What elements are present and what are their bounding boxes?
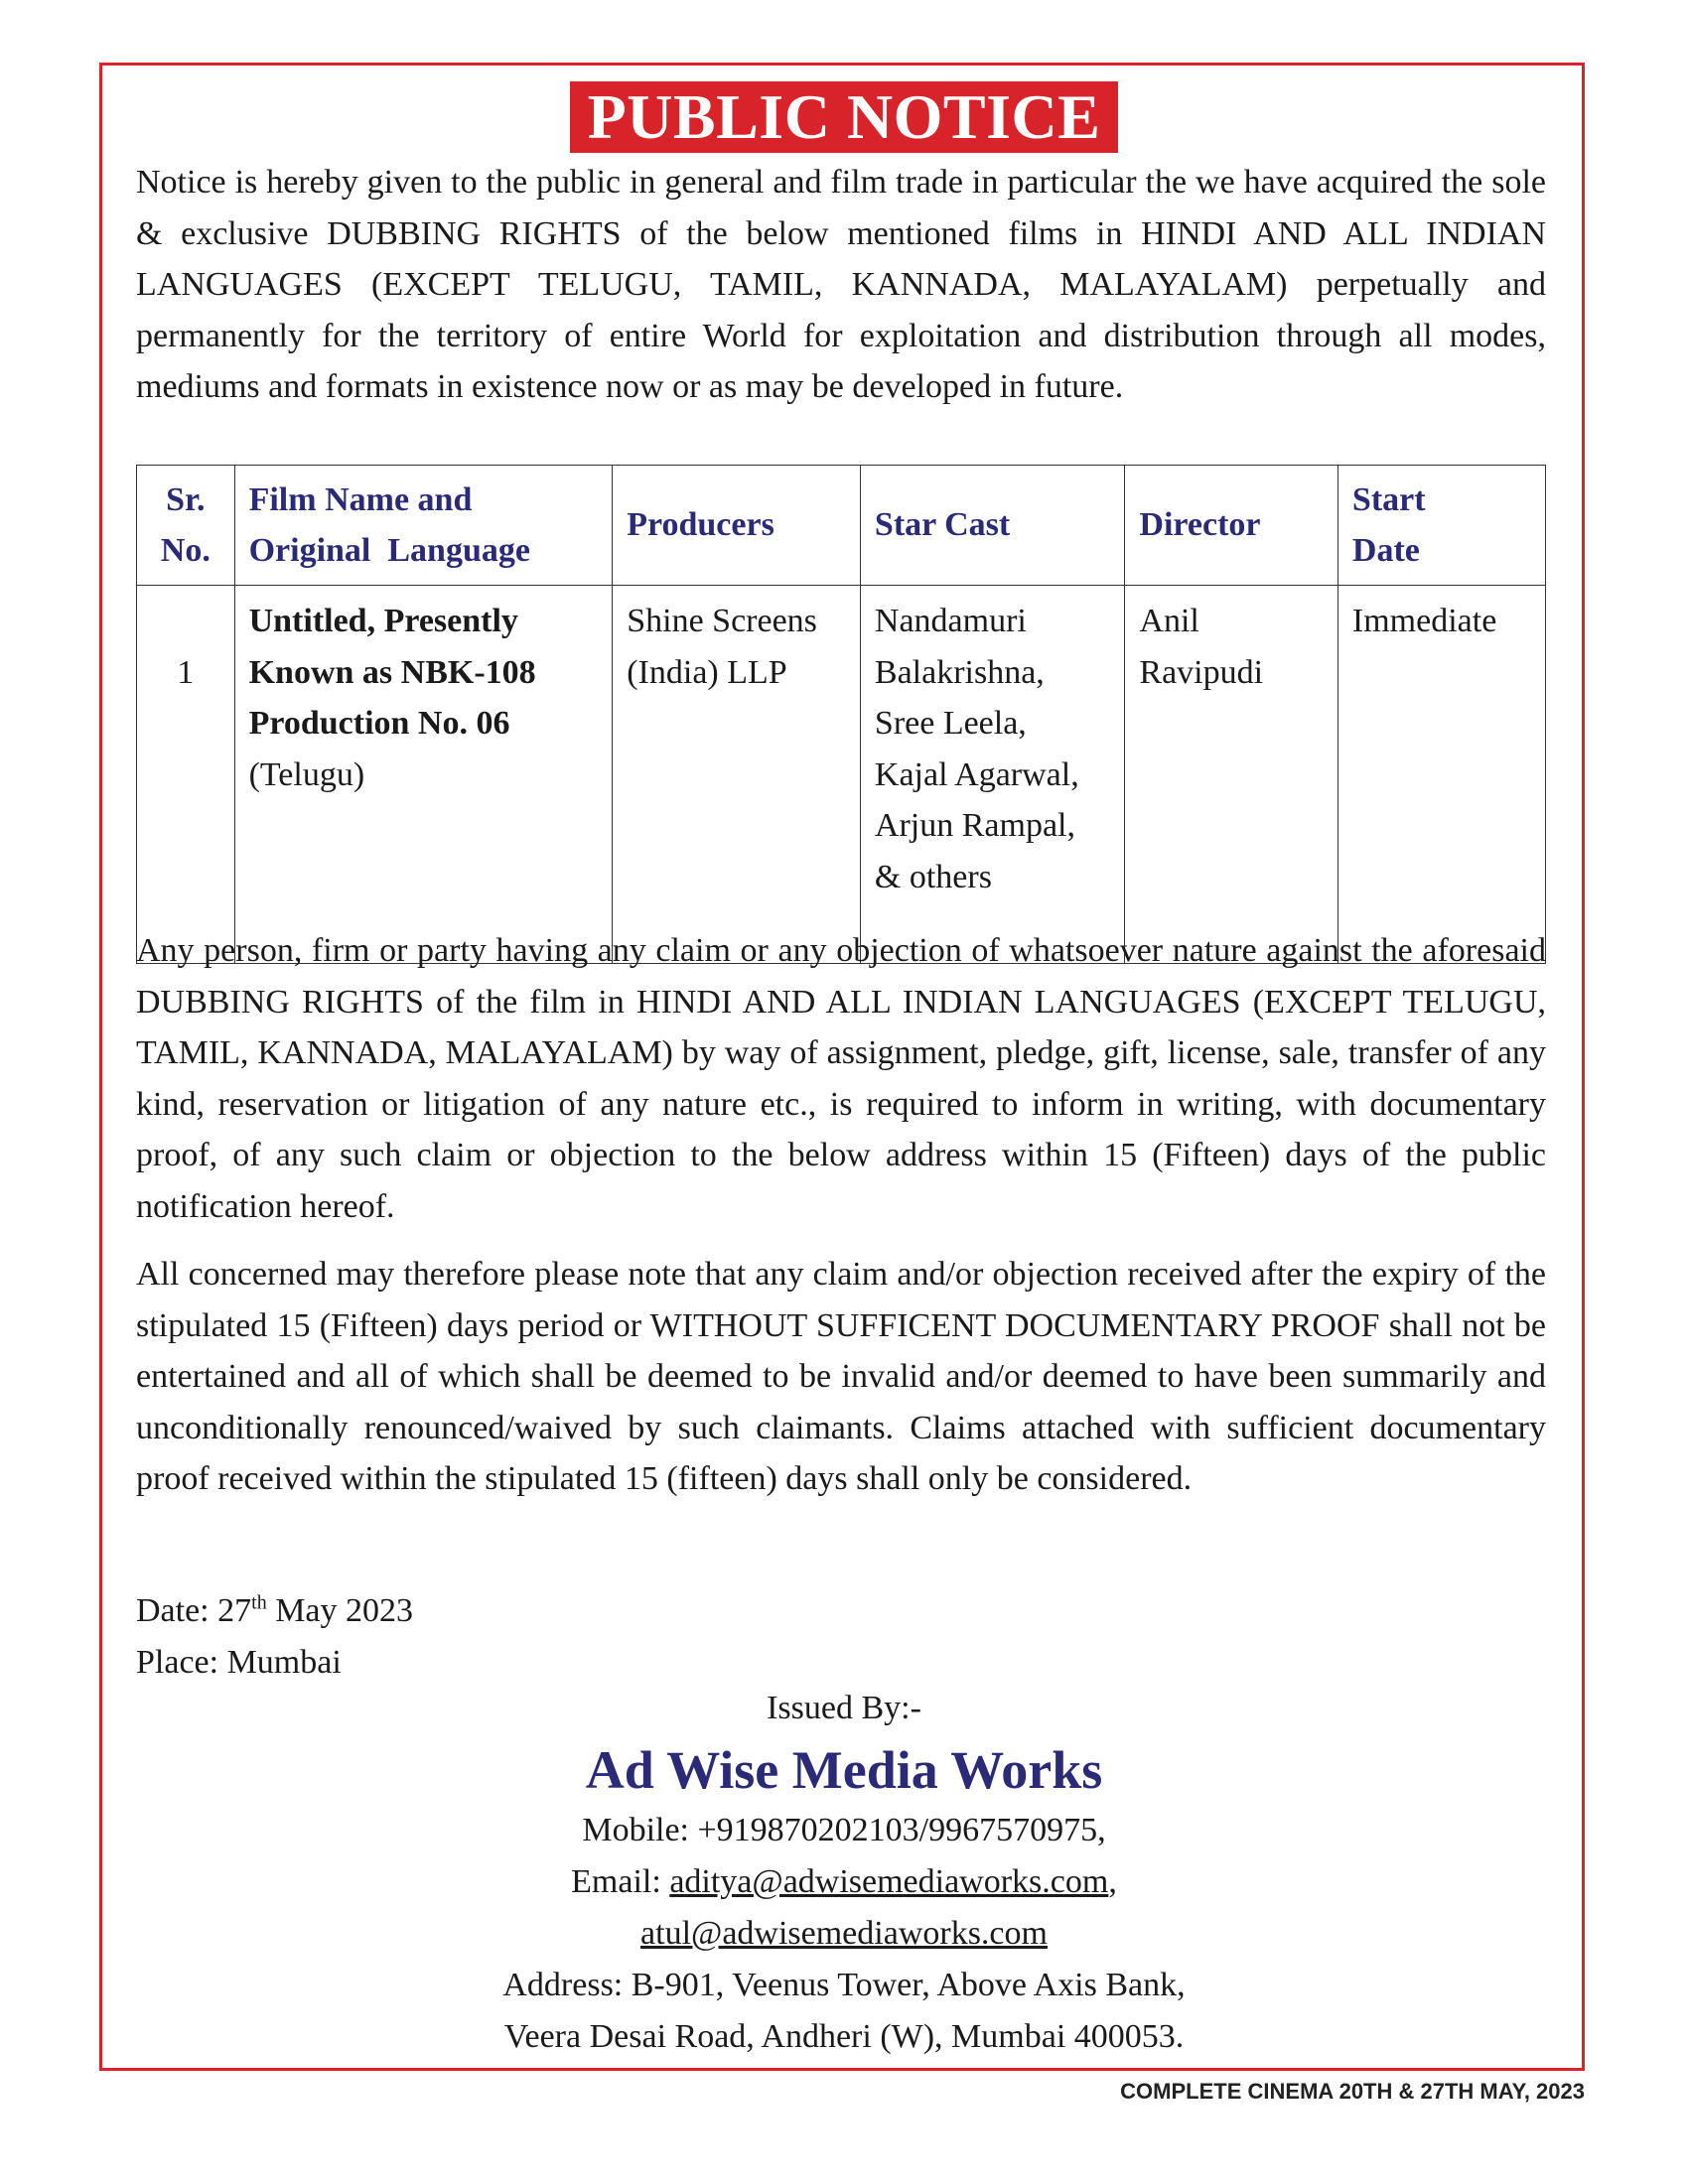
films-table: [136, 465, 1546, 964]
cast-line5: Arjun Rampal,: [874, 807, 1075, 844]
header-director: Director: [1125, 466, 1338, 586]
email-line-2: [0, 1908, 1688, 1959]
cell-star-cast: [860, 586, 1125, 964]
cell-film: [234, 586, 613, 964]
cell-producers: [613, 586, 861, 964]
email-link-atul[interactable]: atul@adwisemediaworks.com: [640, 1915, 1048, 1952]
notice-date: [136, 1586, 413, 1636]
email-label: Email:: [571, 1863, 670, 1900]
table-header-row: [137, 466, 1546, 586]
film-name-line1: Untitled, Presently: [248, 603, 518, 639]
cell-director: [1125, 586, 1338, 964]
cast-line4: Kajal Agarwal,: [874, 755, 1079, 793]
email-line: [0, 1856, 1688, 1907]
email-link-aditya[interactable]: aditya@adwisemediaworks.com: [669, 1863, 1109, 1900]
film-name-line3: Production No. 06: [248, 705, 510, 742]
mobile-numbers: Mobile: +919870202103/9967570975,: [582, 1812, 1106, 1848]
date-superscript: th: [251, 1591, 267, 1614]
header-producers: Producers: [613, 466, 861, 586]
producer-line2: (India) LLP: [627, 653, 787, 691]
date-prefix: Date: 27: [136, 1592, 252, 1629]
cell-sr: 1: [137, 586, 235, 964]
cast-line2: Balakrishna,: [874, 653, 1045, 691]
header-start-line1: Start: [1351, 480, 1426, 518]
producer-line1: Shine Screens: [627, 603, 817, 639]
header-film-name: [234, 466, 613, 586]
intro-paragraph: Notice is hereby given to the public in general and film trade in particular the we have acquired the sole & exclusive DUBBING RIGHTS of the below mentioned films in HINDI AND ALL INDIAN LANGUAGES (EXCEPT TELUGU, TAMIL, KANNADA, MALAYALAM) perpetually and permanently for the territory of entire World for exploitation and distribution through all modes, mediums and formats in existence now or as may be developed in future.: [136, 164, 1546, 405]
header-film-line2: Original Language: [248, 532, 530, 569]
header-star-cast: Star Cast: [860, 466, 1125, 586]
header-start-date: [1337, 466, 1545, 586]
header-sr-line1: Sr.: [166, 480, 206, 518]
cast-line6: & others: [874, 858, 992, 895]
title-container: [0, 81, 1688, 153]
cast-line1: Nandamuri: [874, 603, 1027, 639]
address-line2: Veera Desai Road, Andheri (W), Mumbai 400053.: [503, 2018, 1185, 2055]
claim-paragraph: Any person, firm or party having any claim or any objection of whatsoever nature against the aforesaid DUBBING RIGHTS of the film in HINDI AND ALL INDIAN LANGUAGES (EXCEPT TELUGU, TAMIL, KANNADA, MALAYALAM) by way of assignment, pledge, gift, license, sale, transfer of any kind, reservation or litigation of any nature etc., is required to inform in writing, with documentary proof, of any such claim or objection to the below address within 15 (Fifteen) days of the public notification hereof.: [136, 932, 1546, 1225]
date-suffix: May 2023: [266, 1592, 414, 1629]
header-sr-no: [137, 466, 235, 586]
address-line1: Address: B-901, Veenus Tower, Above Axis Bank,: [502, 1967, 1186, 2003]
notice-title: PUBLIC NOTICE: [570, 81, 1119, 153]
cast-line3: Sree Leela,: [874, 705, 1027, 742]
film-language: (Telugu): [248, 755, 365, 793]
director-line2: Ravipudi: [1139, 653, 1264, 691]
email-comma: ,: [1108, 1863, 1117, 1900]
header-start-line2: Date: [1351, 532, 1420, 569]
notice-place: Place: Mumbai: [136, 1644, 342, 1681]
publication-footer: COMPLETE CINEMA 20TH & 27TH MAY, 2023: [1120, 2079, 1585, 2104]
cell-start-date: Immediate: [1337, 586, 1545, 964]
concerned-paragraph: All concerned may therefore please note that any claim and/or objection received after the expiry of the stipulated 15 (Fifteen) days period or WITHOUT SUFFICENT DOCUMENTARY PROOF shall not be entertained and all of which shall be deemed to be invalid and/or deemed to have been summarily and unconditionally renounced/waived by such claimants. Claims attached with sufficient documentary proof received within the stipulated 15 (fifteen) days shall only be considered.: [136, 1256, 1546, 1497]
issued-by-label: Issued By:-: [767, 1690, 921, 1726]
company-name: Ad Wise Media Works: [585, 1740, 1103, 1800]
film-name-line2: Known as NBK-108: [248, 653, 536, 691]
table-row: [137, 586, 1546, 964]
header-film-line1: Film Name and: [248, 480, 473, 518]
director-line1: Anil: [1139, 603, 1199, 639]
header-sr-line2: No.: [160, 532, 211, 569]
